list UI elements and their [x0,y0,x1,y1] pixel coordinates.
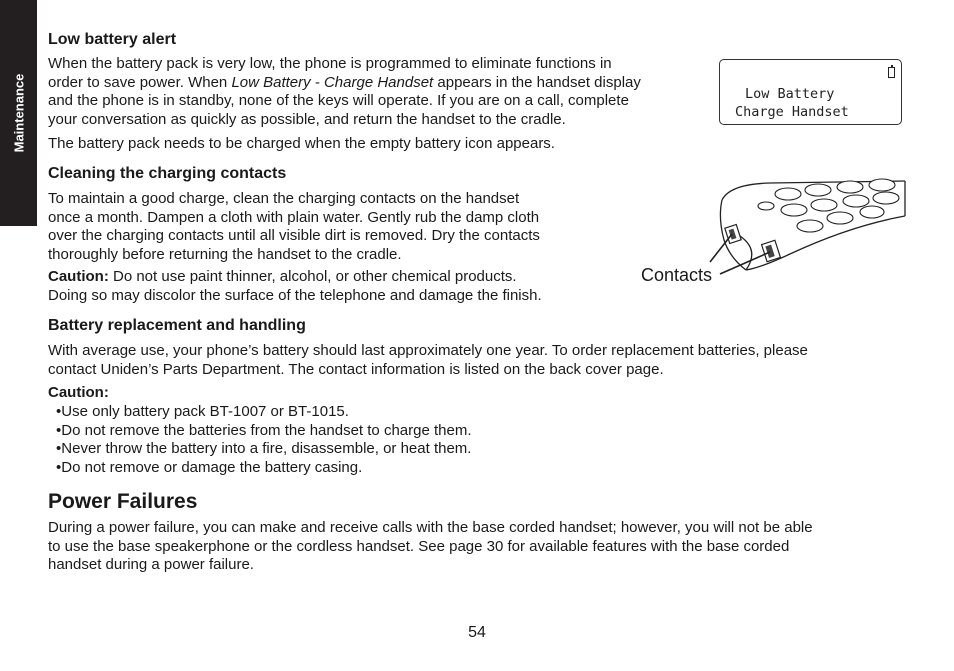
text-line: to use the base speakerphone or the cordless handset. See page 30 for available features with the base corded [48,537,790,555]
cleaning-paragraph [48,190,540,264]
list-item: • Do not remove the batteries from the handset to charge them. [56,422,472,441]
section-heading-low-battery: Low battery alert [48,31,177,48]
page-number: 54 [468,624,486,641]
text-line: and the phone is in standby, none of the keys will operate. If you are on a call, complete [48,92,629,109]
text-line: To maintain a good charge, clean the charging contacts on the handset [48,190,520,207]
side-tab-label: Maintenance [11,73,26,153]
list-item: • Do not remove or damage the battery casing. [56,459,472,478]
text-line: When the battery pack is very low, the phone is programmed to eliminate functions in [48,55,612,72]
handset-display [719,59,902,125]
low-battery-paragraph [48,55,641,129]
text-line: once a month. Dampen a cloth with plain water. Gently rub the damp cloth [48,208,540,226]
text-line: thoroughly before returning the handset to the cradle. [48,245,402,263]
text-line: your conversation as quickly as possible, and return the handset to the cradle. [48,110,566,128]
section-heading-battery-replacement: Battery replacement and handling [48,317,306,334]
battery-note: The battery pack needs to be charged when the empty battery icon appears. [48,135,555,152]
display-line-2: Charge Handset [735,104,849,120]
text-line: over the charging contacts until all visible dirt is removed. Dry the contacts [48,227,540,244]
power-failures-title: Power Failures [48,490,198,513]
list-item: • Use only battery pack BT-1007 or BT-1015. [56,403,472,422]
battery-replacement-paragraph [48,342,808,379]
list-item: • Never throw the battery into a fire, disassemble, or heat them. [56,440,472,459]
text-line: handset during a power failure. [48,556,254,573]
text-line: order to save power. When Low Battery - Charge Handset appears in the handset display [48,73,641,91]
text-line: Caution: Do not use paint thinner, alcohol, or other chemical products. [48,268,517,285]
handset-illustration [700,178,910,278]
side-tab [0,0,37,226]
power-failures-paragraph [48,519,813,575]
battery-empty-icon [888,67,895,78]
cleaning-caution [48,268,542,305]
caution-label: Caution: [48,384,109,401]
text-line: contact Uniden’s Parts Department. The contact information is listed on the back cover page. [48,360,664,378]
section-heading-cleaning: Cleaning the charging contacts [48,165,287,182]
display-line-1: Low Battery [745,86,835,102]
caution-list [56,403,472,477]
text-line: With average use, your phone’s battery should last approximately one year. To order replacement batteries, please [48,342,808,359]
text-line: During a power failure, you can make and receive calls with the base corded handset; however, you will not be able [48,519,813,536]
text-line: Doing so may discolor the surface of the telephone and damage the finish. [48,286,542,304]
contacts-label: Contacts [641,265,713,285]
